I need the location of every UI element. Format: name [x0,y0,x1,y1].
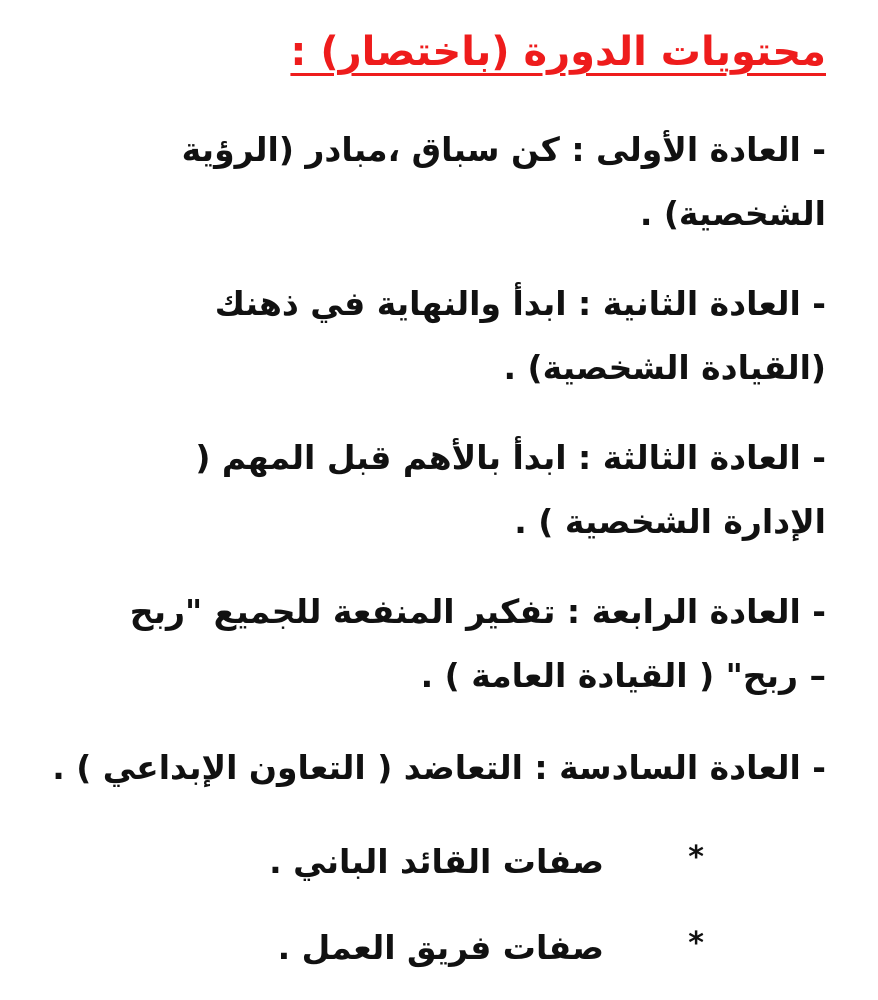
bullet-item-leader-qualities [269,832,704,892]
habit-item-2: - العادة الثانية : ابدأ والنهاية في ذهنك (القيادة الشخصية) . [214,284,826,387]
page-title: محتويات الدورة (باختصار) : [290,29,826,75]
bullet-item-label: صفات فريق العمل . [277,928,604,967]
asterisk-bullet-icon: * [688,840,704,875]
habit-item-4: - العادة الرابعة : تفكير المنفعة للجميع "ربح – ربح" ( القيادة العامة ) . [129,592,826,695]
asterisk-bullet-icon: * [688,926,704,961]
bullet-item-label: صفات القائد الباني . [269,842,604,881]
bullet-item-team-qualities [277,918,704,978]
habit-item-5: - العادة السادسة : التعاضد ( التعاون الإبداعي ) . [52,748,826,787]
habit-item-3: - العادة الثالثة : ابدأ بالأهم قبل المهم ( الإدارة الشخصية ) . [195,438,826,541]
habit-item-1: - العادة الأولى : كن سباق ،مبادر (الرؤية الشخصية) . [181,130,826,233]
